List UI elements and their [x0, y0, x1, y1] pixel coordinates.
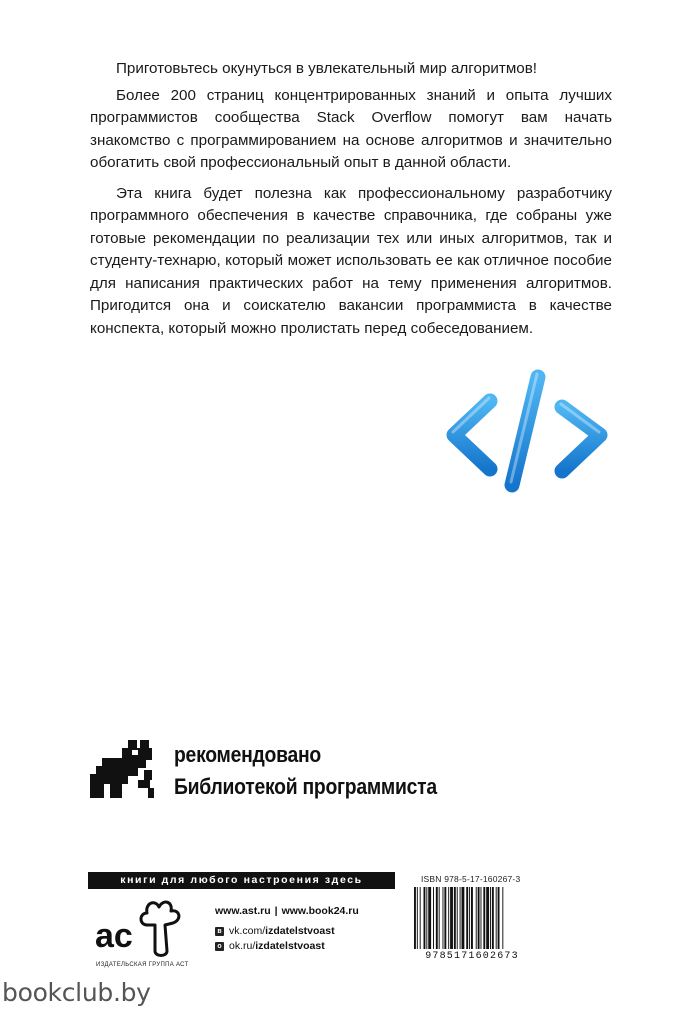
- recommendation-block: [88, 740, 508, 810]
- ast-logo: [93, 895, 203, 965]
- links-separator: |: [274, 905, 278, 917]
- back-cover-blurb: [90, 58, 612, 350]
- barcode-bar: [476, 887, 477, 949]
- barcode-bar: [417, 887, 418, 949]
- recommended-label: рекомендовано: [174, 742, 322, 767]
- barcode-bar: [450, 887, 453, 949]
- barcode-bar: [483, 887, 485, 949]
- ok-icon: о: [215, 942, 224, 951]
- barcode-bar: [454, 887, 456, 949]
- barcode-bar: [498, 887, 500, 949]
- blurb-paragraph-3: Эта книга будет полезна как профессиональному разработчику программного обеспечения в качестве справочника, где собраны уже готовые рекомендации по реализации тех или иных алгоритмов, так и студенту-технарю, который может использовать ее как отличное пособие для написания практических работ на тему применения алгоритмов. Пригодится она и соискателю вакансии программиста в качестве конспекта, который можно пролистать перед собеседованием.: [90, 184, 612, 337]
- ast-logo-text: ac: [95, 917, 133, 955]
- code-brackets-icon: [440, 365, 618, 497]
- barcode-bar: [466, 887, 468, 949]
- barcode-bar: [486, 887, 489, 949]
- barcode-bar: [433, 887, 434, 949]
- publisher-group-label: ИЗДАТЕЛЬСКАЯ ГРУППА АСТ: [96, 962, 189, 968]
- isbn-label: ISBN 978-5-17-160267-3: [421, 874, 521, 884]
- vk-icon: в: [215, 927, 224, 936]
- barcode-bar: [502, 887, 503, 949]
- barcode-bar: [490, 887, 491, 949]
- ok-link-prefix: ok.ru/: [229, 940, 256, 952]
- barcode-bar: [492, 887, 494, 949]
- barcode-bar: [481, 887, 482, 949]
- barcode-bar: [448, 887, 449, 949]
- barcode-bar: [462, 887, 465, 949]
- barcode-bar: [428, 887, 431, 949]
- site-link-ast[interactable]: www.ast.ru: [215, 905, 271, 917]
- ok-link[interactable]: [229, 939, 325, 954]
- publisher-tagline: книги для любого настроения здесь: [88, 872, 395, 889]
- barcode-bar: [414, 887, 416, 949]
- site-link-book24[interactable]: www.book24.ru: [281, 905, 359, 917]
- barcode-bar: [420, 887, 421, 949]
- ok-link-handle: izdatelstvoast: [255, 940, 325, 952]
- barcode-bar: [444, 887, 446, 949]
- blurb-paragraph-1: Приготовьтесь окунуться в увлекательный мир алгоритмов!: [116, 60, 538, 77]
- barcode-bar: [424, 887, 426, 949]
- vk-link-handle: izdatelstvoast: [265, 925, 335, 937]
- barcode-bar: [496, 887, 497, 949]
- programmer-library-logo: [88, 740, 156, 800]
- barcode-icon: [412, 887, 532, 952]
- barcode-bar: [460, 887, 461, 949]
- barcode-number: 9785171602673: [425, 951, 519, 962]
- vk-link-prefix: vk.com/: [229, 925, 266, 937]
- barcode-bar: [426, 887, 427, 949]
- barcode-bar: [439, 887, 440, 949]
- barcode-bar: [471, 887, 473, 949]
- recommended-by-label: Библиотекой программиста: [174, 774, 437, 799]
- barcode-bar: [436, 887, 438, 949]
- vk-link[interactable]: [229, 924, 335, 939]
- barcode-bar: [469, 887, 470, 949]
- barcode-bar: [457, 887, 458, 949]
- watermark: bookclub.by: [2, 978, 151, 1007]
- barcode-bar: [443, 887, 444, 949]
- publisher-links: [215, 904, 359, 954]
- blurb-paragraph-2: Более 200 страниц концентрированных знаний и опыта лучших программистов сообщества Stack Overflow помогут вам начать знакомство с программированием на основе алгоритмов и значительно обогатить свой профессиональный опыт в данной области.: [90, 86, 612, 171]
- barcode-bar: [478, 887, 480, 949]
